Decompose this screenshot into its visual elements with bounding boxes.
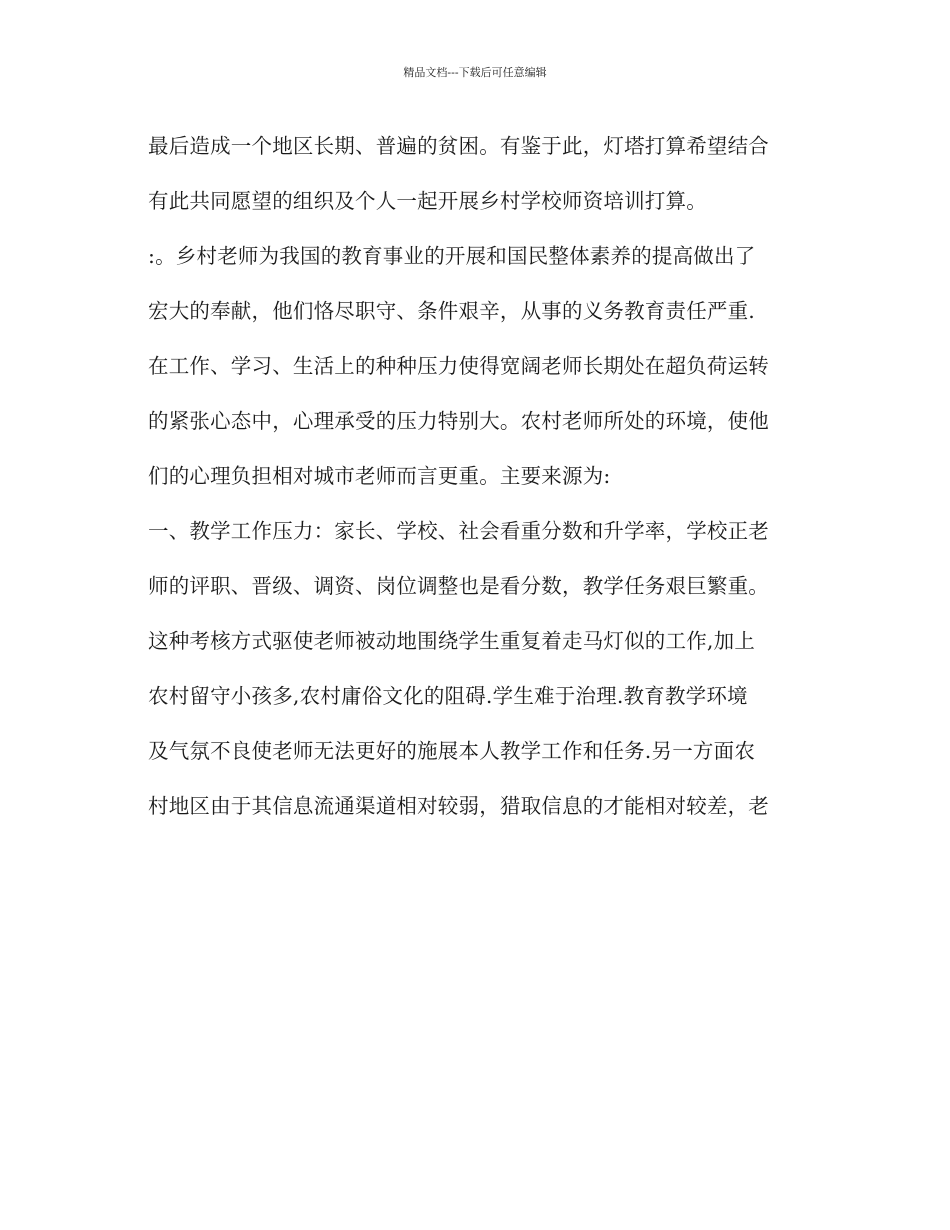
body-line: 们的心理负担相对城市老师而言更重。主要来源为: xyxy=(148,464,611,488)
body-line: 村地区由于其信息流通渠道相对较弱，猎取信息的才能相对较差，老 xyxy=(148,794,769,818)
body-line: 及气氛不良使老师无法更好的施展本人教学工作和任务.另一方面农 xyxy=(148,739,756,763)
body-line: 的紧张心态中，心理承受的压力特别大。农村老师所处的环境，使他 xyxy=(148,409,769,433)
page-header xyxy=(0,66,950,80)
body-line: :。乡村老师为我国的教育事业的开展和国民整体素养的提高做出了 xyxy=(148,244,756,268)
body-line: 宏大的奉献，他们恪尽职守、条件艰辛，从事的义务教育责任严重. xyxy=(148,299,756,323)
document-body xyxy=(148,124,808,839)
body-line: 这种考核方式驱使老师被动地围绕学生重复着走马灯似的工作,加上 xyxy=(148,629,756,653)
body-line: 最后造成一个地区长期、普遍的贫困。有鉴于此，灯塔打算希望结合 xyxy=(148,134,769,158)
body-line: 有此共同愿望的组织及个人一起开展乡村学校师资培训打算。 xyxy=(148,189,707,213)
body-line: 一、教学工作压力：家长、学校、社会看重分数和升学率，学校正老 xyxy=(148,519,769,543)
body-line: 师的评职、晋级、调资、岗位调整也是看分数，教学任务艰巨繁重。 xyxy=(148,574,769,598)
body-line: 在工作、学习、生活上的种种压力使得宽阔老师长期处在超负荷运转 xyxy=(148,354,769,378)
header-text: 精品文档---下载后可任意编辑 xyxy=(403,66,547,79)
body-line: 农村留守小孩多,农村庸俗文化的阻碍.学生难于治理.教育教学环境 xyxy=(148,684,748,708)
